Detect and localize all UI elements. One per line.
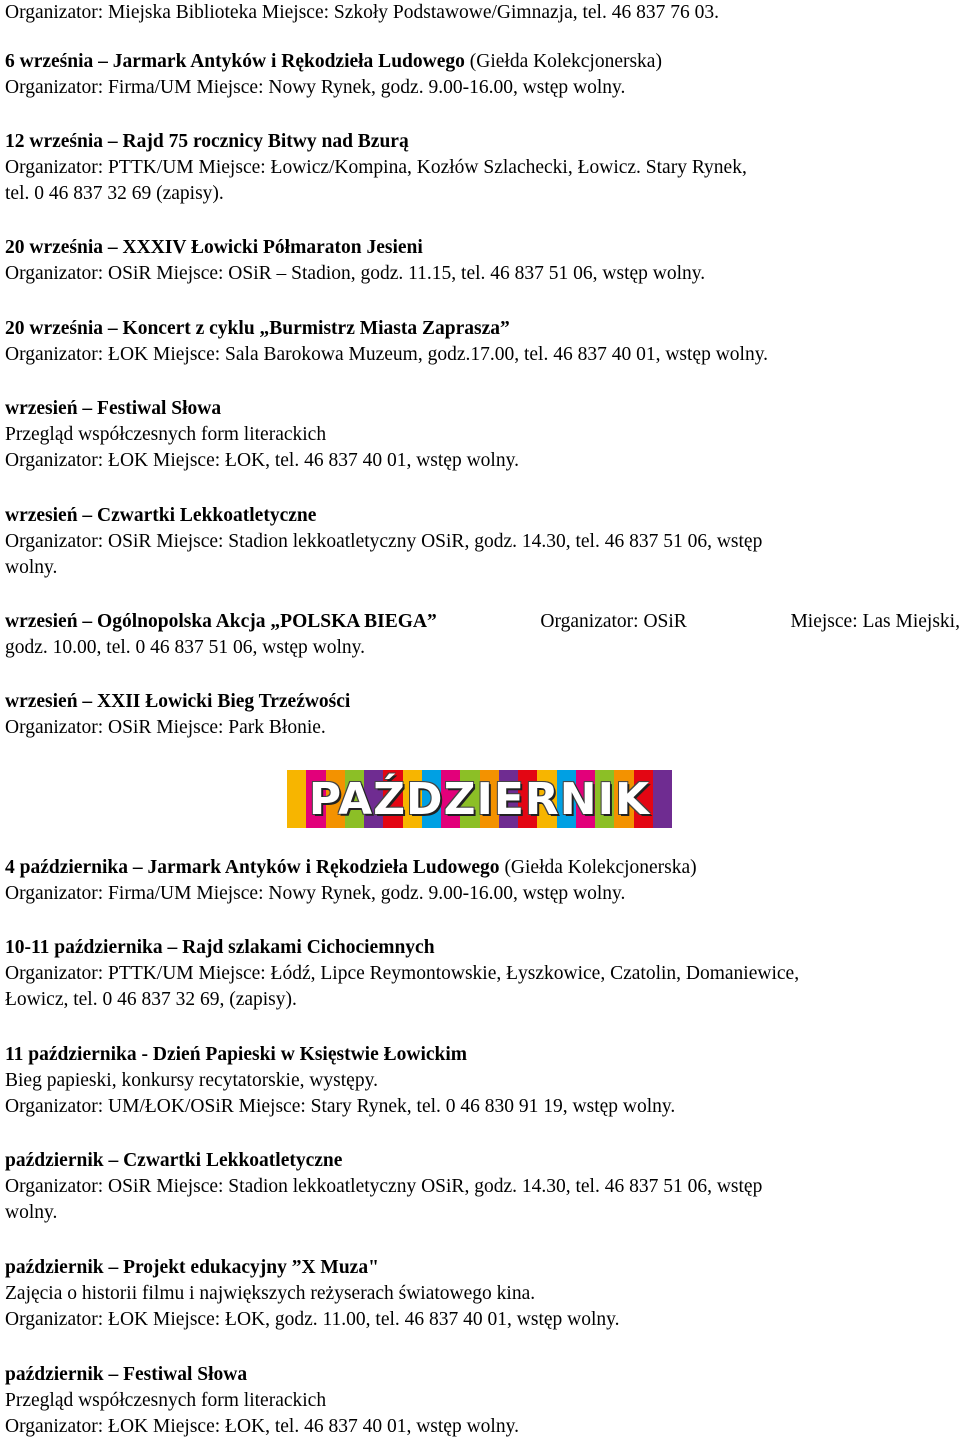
- event-details: Organizator: OSiR Miejsce: Stadion lekkoatletyczny OSiR, godz. 14.30, tel. 46 837 51 06, wstęp: [5, 531, 763, 552]
- event-organizer-line: Organizator: Miejska Biblioteka Miejsce: Szkoły Podstawowe/Gimnazja, tel. 46 837 76 03.: [5, 2, 719, 23]
- event-details: Organizator: OSiR Miejsce: OSiR – Stadion, godz. 11.15, tel. 46 837 51 06, wstęp wolny.: [5, 263, 706, 284]
- event-heading: [5, 49, 662, 75]
- event-details: Organizator: ŁOK Miejsce: ŁOK, godz. 11.00, tel. 46 837 40 01, wstęp wolny.: [5, 1309, 620, 1330]
- event-details: Organizator: UM/ŁOK/OSiR Miejsce: Stary Rynek, tel. 0 46 830 91 19, wstęp wolny.: [5, 1096, 676, 1117]
- event-title-extra: (Giełda Kolekcjonerska): [499, 857, 697, 878]
- event-title: październik – Czwartki Lekkoatletyczne: [5, 1150, 343, 1171]
- event-title: wrzesień – Festiwal Słowa: [5, 398, 222, 419]
- event-description: Zajęcia o historii filmu i największych reżyserach światowego kina.: [5, 1283, 536, 1304]
- event-details: Organizator: OSiR Miejsce: Park Błonie.: [5, 717, 326, 738]
- event-details: Organizator: PTTK/UM Miejsce: Łowicz/Kompina, Kozłów Szlachecki, Łowicz. Stary Rynek,: [5, 157, 747, 178]
- event-details: wolny.: [5, 1202, 58, 1223]
- event-details: tel. 0 46 837 32 69 (zapisy).: [5, 183, 224, 204]
- event-title: 20 września – Koncert z cyklu „Burmistrz Miasta Zaprasza”: [5, 318, 510, 339]
- event-details: Organizator: ŁOK Miejsce: ŁOK, tel. 46 837 40 01, wstęp wolny.: [5, 450, 519, 471]
- event-details: Organizator: ŁOK Miejsce: ŁOK, tel. 46 837 40 01, wstęp wolny.: [5, 1416, 519, 1437]
- event-organizer: Organizator: OSiR: [540, 611, 687, 632]
- banner-stripe: [287, 770, 306, 828]
- event-title: październik – Projekt edukacyjny ”X Muza": [5, 1257, 379, 1278]
- event-title: wrzesień – Ogólnopolska Akcja „POLSKA BIEGA”: [5, 611, 437, 632]
- event-description: Bieg papieski, konkursy recytatorskie, występy.: [5, 1070, 378, 1091]
- event-heading: [5, 855, 697, 881]
- event-heading: [5, 609, 960, 635]
- event-title: 4 października – Jarmark Antyków i Rękodzieła Ludowego: [5, 857, 500, 878]
- event-title: wrzesień – Czwartki Lekkoatletyczne: [5, 505, 317, 526]
- event-description: Przegląd współczesnych form literackich: [5, 424, 327, 445]
- event-place: Miejsce: Las Miejski,: [790, 611, 960, 632]
- event-title: 10-11 października – Rajd szlakami Cichociemnych: [5, 937, 435, 958]
- event-description: Przegląd współczesnych form literackich: [5, 1390, 327, 1411]
- event-details: Organizator: OSiR Miejsce: Stadion lekkoatletyczny OSiR, godz. 14.30, tel. 46 837 51 06, wstęp: [5, 1176, 763, 1197]
- event-title: 11 października - Dzień Papieski w Księstwie Łowickim: [5, 1044, 468, 1065]
- event-details: Organizator: Firma/UM Miejsce: Nowy Rynek, godz. 9.00-16.00, wstęp wolny.: [5, 77, 626, 98]
- event-details: Organizator: Firma/UM Miejsce: Nowy Rynek, godz. 9.00-16.00, wstęp wolny.: [5, 883, 626, 904]
- event-details: Organizator: PTTK/UM Miejsce: Łódź, Lipce Reymontowskie, Łyszkowice, Czatolin, Domaniewice,: [5, 963, 800, 984]
- event-title: 20 września – XXXIV Łowicki Półmaraton Jesieni: [5, 237, 423, 258]
- banner-stripe: [653, 770, 672, 828]
- event-details: godz. 10.00, tel. 0 46 837 51 06, wstęp wolny.: [5, 637, 365, 658]
- banner-title: PAŹDZIERNIK: [308, 773, 651, 825]
- event-details: wolny.: [5, 557, 58, 578]
- event-title: październik – Festiwal Słowa: [5, 1364, 248, 1385]
- event-title: 12 września – Rajd 75 rocznicy Bitwy nad Bzurą: [5, 131, 409, 152]
- month-banner-pazdziernik: [287, 770, 672, 828]
- event-title: wrzesień – XXII Łowicki Bieg Trzeźwości: [5, 691, 351, 712]
- event-title: 6 września – Jarmark Antyków i Rękodzieła Ludowego: [5, 51, 465, 72]
- event-details: Łowicz, tel. 0 46 837 32 69, (zapisy).: [5, 989, 297, 1010]
- event-title-extra: (Giełda Kolekcjonerska): [464, 51, 662, 72]
- event-details: Organizator: ŁOK Miejsce: Sala Barokowa Muzeum, godz.17.00, tel. 46 837 40 01, wstęp wolny.: [5, 344, 769, 365]
